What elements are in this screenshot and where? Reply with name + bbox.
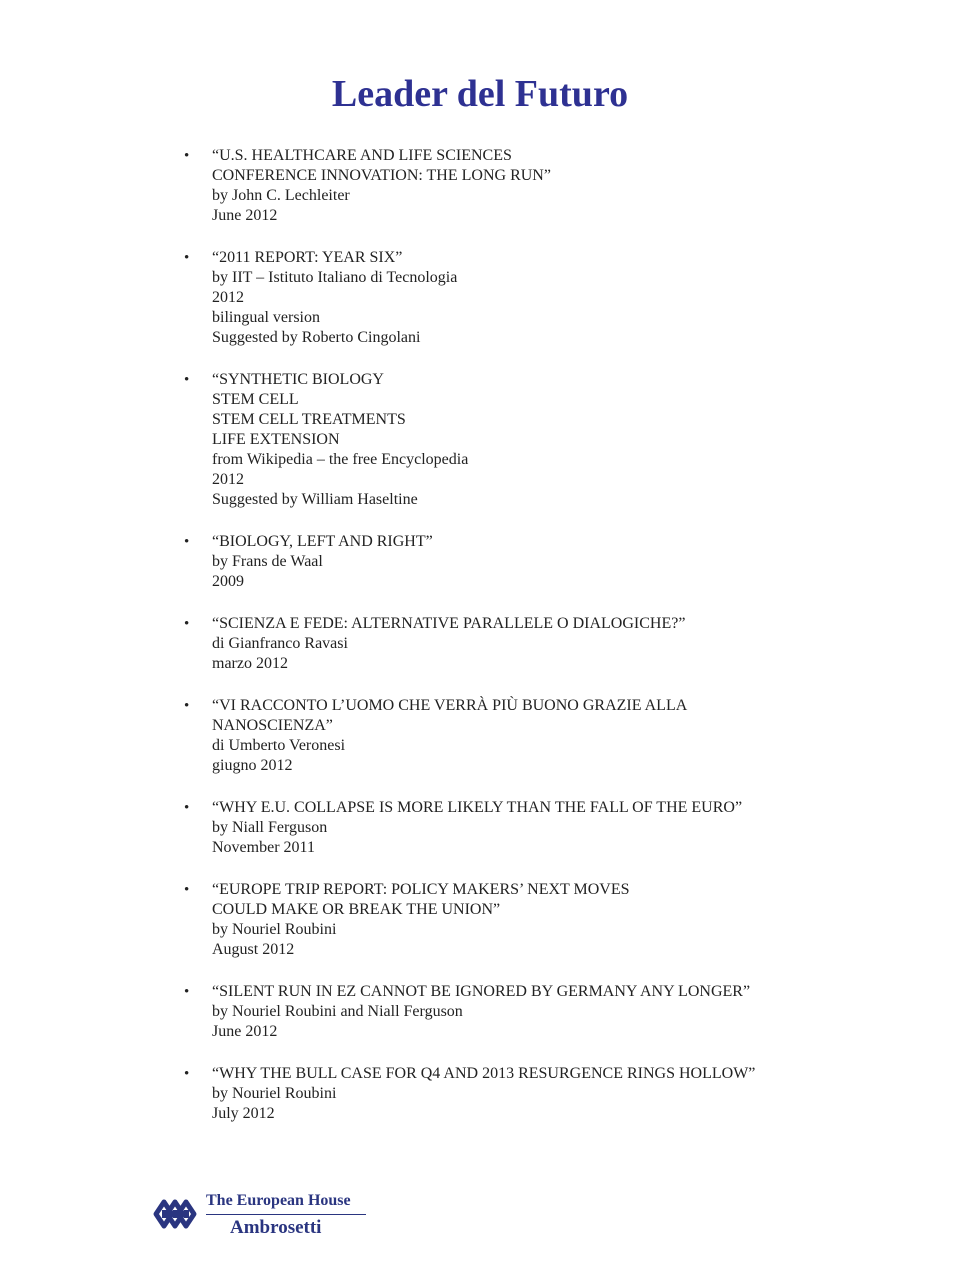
- item-title-line: “SILENT RUN IN EZ CANNOT BE IGNORED BY GERMANY ANY LONGER”: [212, 983, 751, 1000]
- bullet-icon: •: [184, 534, 190, 550]
- item-title-line: “2011 REPORT: YEAR SIX”: [212, 249, 403, 266]
- item-detail-line: by Frans de Waal: [212, 553, 323, 570]
- item-detail-line: November 2011: [212, 839, 315, 856]
- bullet-icon: •: [184, 984, 190, 1000]
- item-title-line: “BIOLOGY, LEFT AND RIGHT”: [212, 533, 433, 550]
- item-detail-line: 2012: [212, 289, 244, 306]
- item-title-line: “SCIENZA E FEDE: ALTERNATIVE PARALLELE O DIALOGICHE?”: [212, 615, 686, 632]
- item-detail-line: August 2012: [212, 941, 295, 958]
- item-detail-line: by Nouriel Roubini: [212, 921, 337, 938]
- item-detail-line: giugno 2012: [212, 757, 293, 774]
- item-detail-line: 2009: [212, 573, 244, 590]
- list-item: [180, 146, 820, 226]
- item-detail-line: Suggested by William Haseltine: [212, 491, 418, 508]
- bullet-icon: •: [184, 250, 190, 266]
- list-item: [180, 614, 820, 674]
- item-title-line: “VI RACCONTO L’UOMO CHE VERRÀ PIÙ BUONO GRAZIE ALLA: [212, 697, 688, 714]
- bullet-icon: •: [184, 148, 190, 164]
- item-detail-line: 2012: [212, 471, 244, 488]
- list-item: [180, 880, 820, 960]
- bullet-icon: •: [184, 882, 190, 898]
- item-title-line: “SYNTHETIC BIOLOGY: [212, 371, 384, 388]
- item-title-line: “EUROPE TRIP REPORT: POLICY MAKERS’ NEXT MOVES: [212, 881, 630, 898]
- list-item: [180, 532, 820, 592]
- item-detail-line: STEM CELL: [212, 391, 299, 408]
- logo-text-the-european-house: The European House: [206, 1192, 351, 1209]
- bullet-icon: •: [184, 698, 190, 714]
- item-detail-line: bilingual version: [212, 309, 320, 326]
- bullet-icon: •: [184, 616, 190, 632]
- item-detail-line: by Niall Ferguson: [212, 819, 328, 836]
- logo-divider: [206, 1214, 366, 1215]
- list-item: [180, 982, 820, 1042]
- list-item: [180, 248, 820, 348]
- bullet-icon: •: [184, 800, 190, 816]
- list-item: [180, 798, 820, 858]
- item-detail-line: by Nouriel Roubini and Niall Ferguson: [212, 1003, 463, 1020]
- item-detail-line: NANOSCIENZA”: [212, 717, 333, 734]
- item-detail-line: by IIT – Istituto Italiano di Tecnologia: [212, 269, 458, 286]
- item-detail-line: di Umberto Veronesi: [212, 737, 346, 754]
- item-detail-line: June 2012: [212, 1023, 278, 1040]
- bullet-icon: •: [184, 372, 190, 388]
- page-title: Leader del Futuro: [331, 73, 629, 115]
- item-detail-line: June 2012: [212, 207, 278, 224]
- list-item: [180, 1064, 820, 1124]
- item-detail-line: marzo 2012: [212, 655, 288, 672]
- item-detail-line: LIFE EXTENSION: [212, 431, 340, 448]
- list-item: [180, 370, 820, 510]
- item-title-line: “WHY THE BULL CASE FOR Q4 AND 2013 RESURGENCE RINGS HOLLOW”: [212, 1065, 756, 1082]
- list-item: [180, 696, 820, 776]
- item-detail-line: July 2012: [212, 1105, 275, 1122]
- logo-text-ambrosetti: Ambrosetti: [230, 1217, 322, 1238]
- footer-logo: [152, 1190, 382, 1240]
- item-detail-line: CONFERENCE INNOVATION: THE LONG RUN”: [212, 167, 551, 184]
- item-detail-line: by Nouriel Roubini: [212, 1085, 337, 1102]
- item-detail-line: di Gianfranco Ravasi: [212, 635, 348, 652]
- item-detail-line: from Wikipedia – the free Encyclopedia: [212, 451, 469, 468]
- item-detail-line: by John C. Lechleiter: [212, 187, 350, 204]
- item-title-line: “WHY E.U. COLLAPSE IS MORE LIKELY THAN THE FALL OF THE EURO”: [212, 799, 743, 816]
- item-detail-line: COULD MAKE OR BREAK THE UNION”: [212, 901, 501, 918]
- bullet-icon: •: [184, 1066, 190, 1082]
- item-detail-line: Suggested by Roberto Cingolani: [212, 329, 421, 346]
- item-title-line: “U.S. HEALTHCARE AND LIFE SCIENCES: [212, 147, 512, 164]
- item-detail-line: STEM CELL TREATMENTS: [212, 411, 406, 428]
- european-house-logo-mark-icon: [152, 1194, 202, 1234]
- document-list: [180, 146, 820, 1146]
